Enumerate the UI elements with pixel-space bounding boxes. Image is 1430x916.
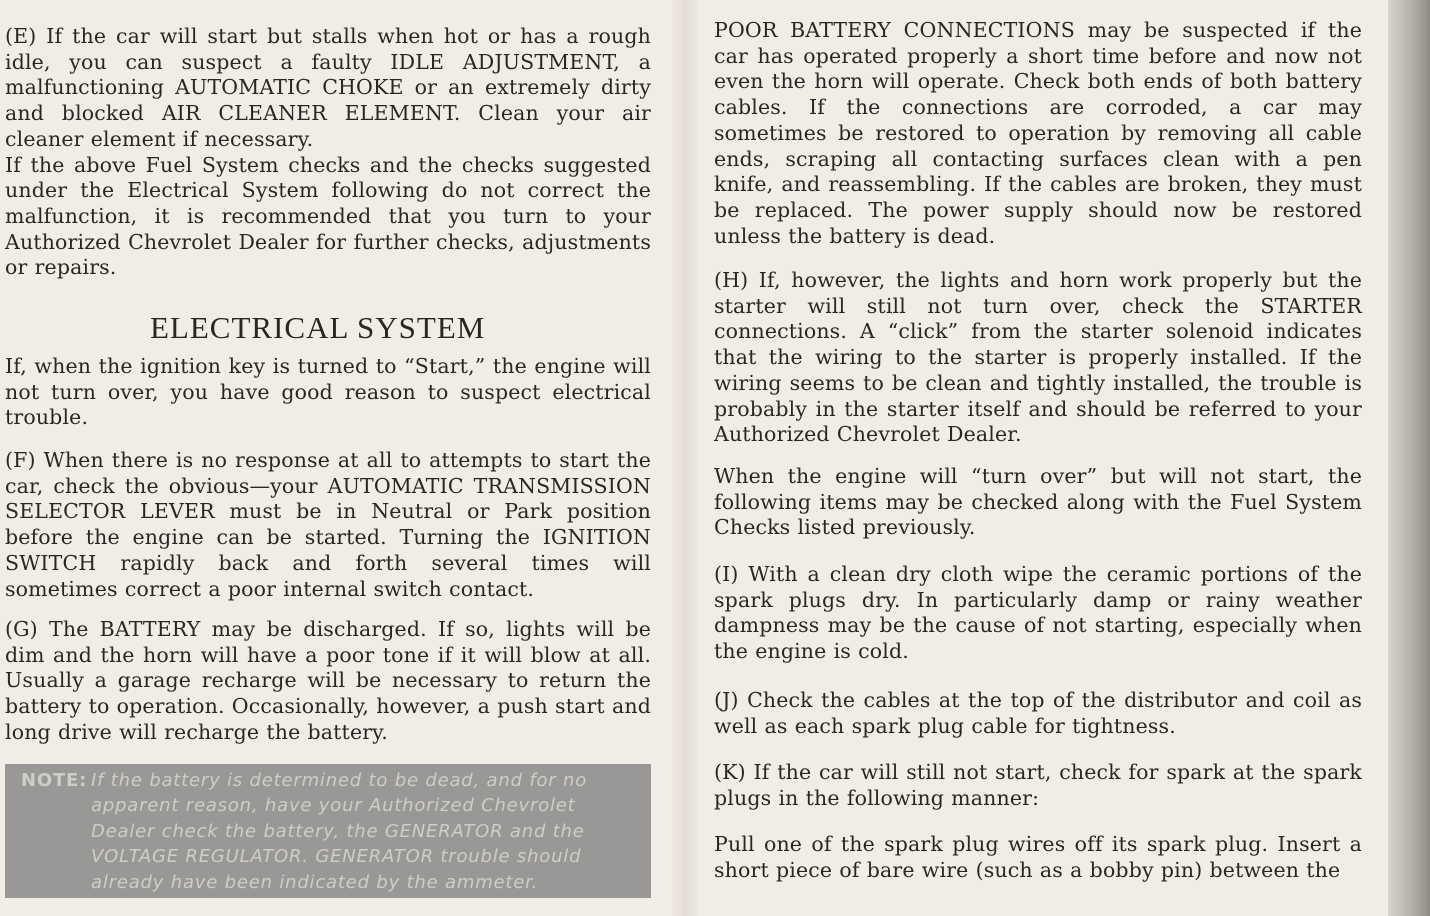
note-body: If the battery is determined to be dead, and for no apparent reason, have your Authorized Chevrolet Dealer check the battery, the GENERATOR and the VOLTAGE REGULATOR. GENERATOR trouble should already have been indicated by the ammeter. (91, 770, 588, 893)
paragraph-j: (J) Check the cables at the top of the distributor and coil as well as each spark plug cable for tightness. (714, 688, 1362, 738)
paragraph-fuel-followup: If the above Fuel System checks and the checks suggested under the Electrical System following do not correct the malfunction, it is recommended that you turn to your Authorized Chevrolet Dealer for further checks, adjustments or repairs. (5, 152, 651, 280)
paragraph-k-block (714, 760, 1362, 811)
note-box (5, 764, 651, 898)
note-text (21, 768, 641, 895)
paragraph-pull: Pull one of the spark plug wires off its spark plug. Insert a short piece of bare wire (such as a bobby pin) between the (714, 832, 1362, 882)
paragraph-turn-over: When the engine will “turn over” but will not start, the following items may be checked along with the Fuel System Checks listed previously. (714, 464, 1362, 540)
paragraph-h-block (714, 268, 1362, 448)
paragraph-f: (F) When there is no response at all to attempts to start the car, check the obvious—your AUTOMATIC TRANSMISSION SELECTOR LEVER must be in Neutral or Park position before the engine can be started. Turning the IGNITION SWITCH rapidly back and forth several times will sometimes correct a poor internal switch contact. (5, 448, 651, 601)
paragraph-i-block (714, 562, 1362, 665)
page-right-edge-shadow (1388, 0, 1430, 916)
paragraph-e-block (5, 24, 651, 281)
paragraph-poor-connections-block (714, 18, 1362, 249)
paragraph-poor-connections: POOR BATTERY CONNECTIONS may be suspected if the car has operated properly a short time before and now not even the horn will operate. Check both ends of both battery cables. If the connections are corroded, a car may sometimes be restored to operation by removing all cable ends, scraping all contacting surfaces clean with a pen knife, and reassembling. If the cables are broken, they must be replaced. The power supply should now be restored unless the battery is dead. (714, 18, 1362, 248)
paragraph-turn-over-block (714, 464, 1362, 541)
paragraph-j-block (714, 688, 1362, 739)
paragraph-intro: If, when the ignition key is turned to “Start,” the engine will not turn over, you have good reason to suspect electrical trouble. (5, 354, 651, 430)
paragraph-g: (G) The BATTERY may be discharged. If so, lights will be dim and the horn will have a poor tone if it will blow at all. Usually a garage recharge will be necessary to return the battery to operation. Occasionally, however, a push start and long drive will recharge the battery. (5, 617, 651, 744)
paragraph-e: (E) If the car will start but stalls when hot or has a rough idle, you can suspect a faulty IDLE ADJUSTMENT, a malfunctioning AUTOMATIC CHOKE or an extremely dirty and blocked AIR CLEANER ELEMENT. Clean your air cleaner element if necessary. (5, 24, 651, 151)
section-heading-electrical-system: ELECTRICAL SYSTEM (150, 310, 486, 345)
paragraph-g-block (5, 617, 651, 746)
paragraph-k: (K) If the car will still not start, check for spark at the spark plugs in the following manner: (714, 760, 1362, 810)
paragraph-intro-block (5, 354, 651, 431)
note-label: NOTE: (21, 770, 88, 791)
page-gutter (672, 0, 698, 916)
paragraph-f-block (5, 448, 651, 602)
paragraph-h: (H) If, however, the lights and horn work properly but the starter will still not turn over, check the STARTER connections. A “click” from the starter solenoid indicates that the wiring to the starter is properly installed. If the wiring seems to be clean and tightly installed, the trouble is probably in the starter itself and should be referred to your Authorized Chevrolet Dealer. (714, 268, 1362, 447)
paragraph-pull-block (714, 832, 1362, 883)
paragraph-i: (I) With a clean dry cloth wipe the ceramic portions of the spark plugs dry. In particularly damp or rainy weather dampness may be the cause of not starting, especially when the engine is cold. (714, 562, 1362, 664)
